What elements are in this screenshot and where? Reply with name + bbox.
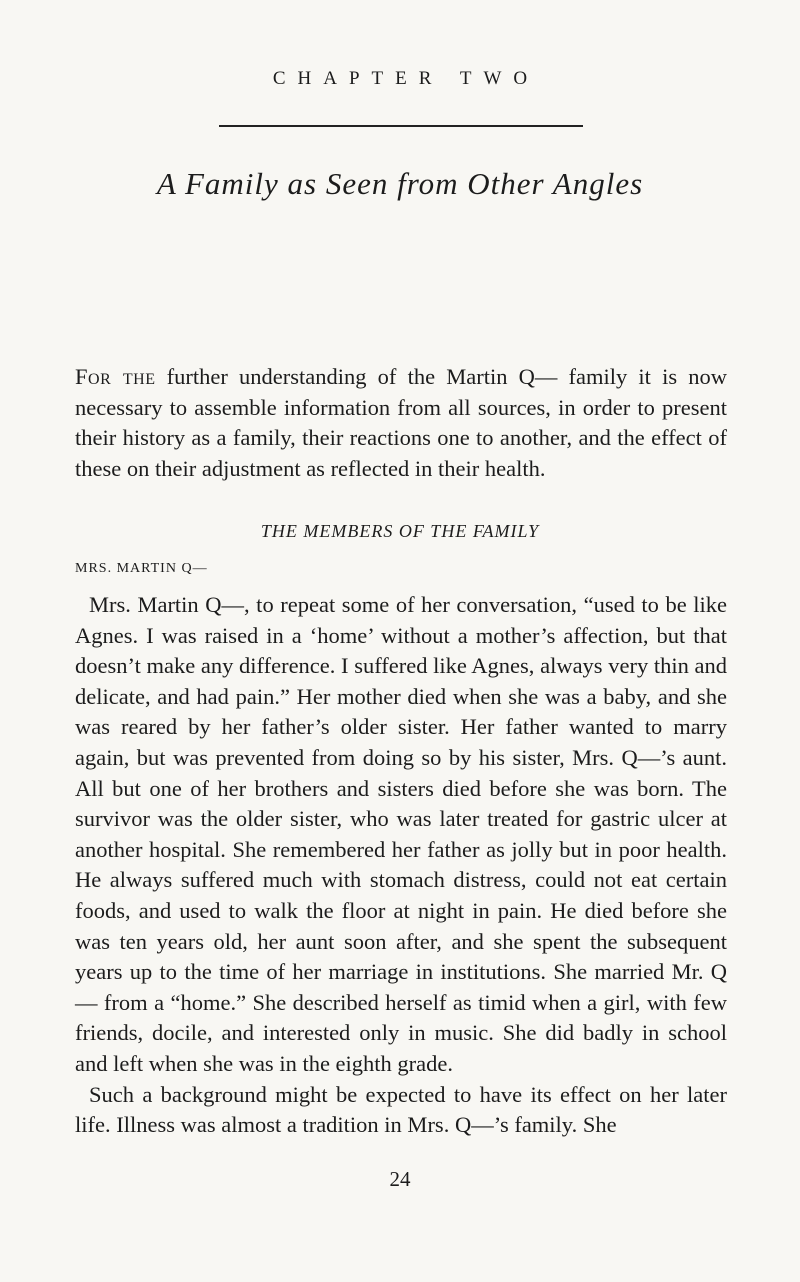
intro-text: further understanding of the Martin Q— family it is now necessary to assemble information from all sources, in order to present their history as a family, their reactions one to another, and the effect of these on their adjustment as reflected in their health. [75,364,728,481]
intro-lead: For the [75,364,156,389]
section-heading: THE MEMBERS OF THE FAMILY [260,521,540,541]
chapter-title: A Family as Seen from Other Angles [156,166,644,201]
chapter-rule [219,125,583,127]
body-paragraph-2: Such a background might be expected to have its effect on her later life. Illness was almost a tradition in Mrs. Q—’s family. She [75,1081,727,1138]
intro-paragraph [75,362,727,484]
body-text [75,590,727,1141]
subheading: MRS. MARTIN Q— [75,561,208,576]
page-number: 24 [389,1167,411,1191]
body-paragraph-1: Mrs. Martin Q—, to repeat some of her conversation, “used to be like Agnes. I was raised in a ‘home’ without a mother’s affection, but that doesn’t make any difference. I suffered like Agnes, always very thin and delicate, and had pain.” Her mother died when she was a baby, and she was reared by her father’s older sister. Her father wanted to marry again, but was prevented from doing so by his sister, Mrs. Q—’s aunt. All but one of her brothers and sisters died before she was born. The survivor was the older sister, who was later treated for gastric ulcer at another hospital. She remembered her father as jolly but in poor health. He always suffered much with stomach distress, could not eat certain foods, and used to walk the floor at night in pain. He died before she was ten years old, her aunt soon after, and she spent the subsequent years up to the time of her marriage in institutions. She married Mr. Q— from a “home.” She described herself as timid when a girl, with few friends, docile, and interested only in music. She did badly in school and left when she was in the eighth grade. [75,592,727,1076]
chapter-label: CHAPTER TWO [272,68,540,89]
